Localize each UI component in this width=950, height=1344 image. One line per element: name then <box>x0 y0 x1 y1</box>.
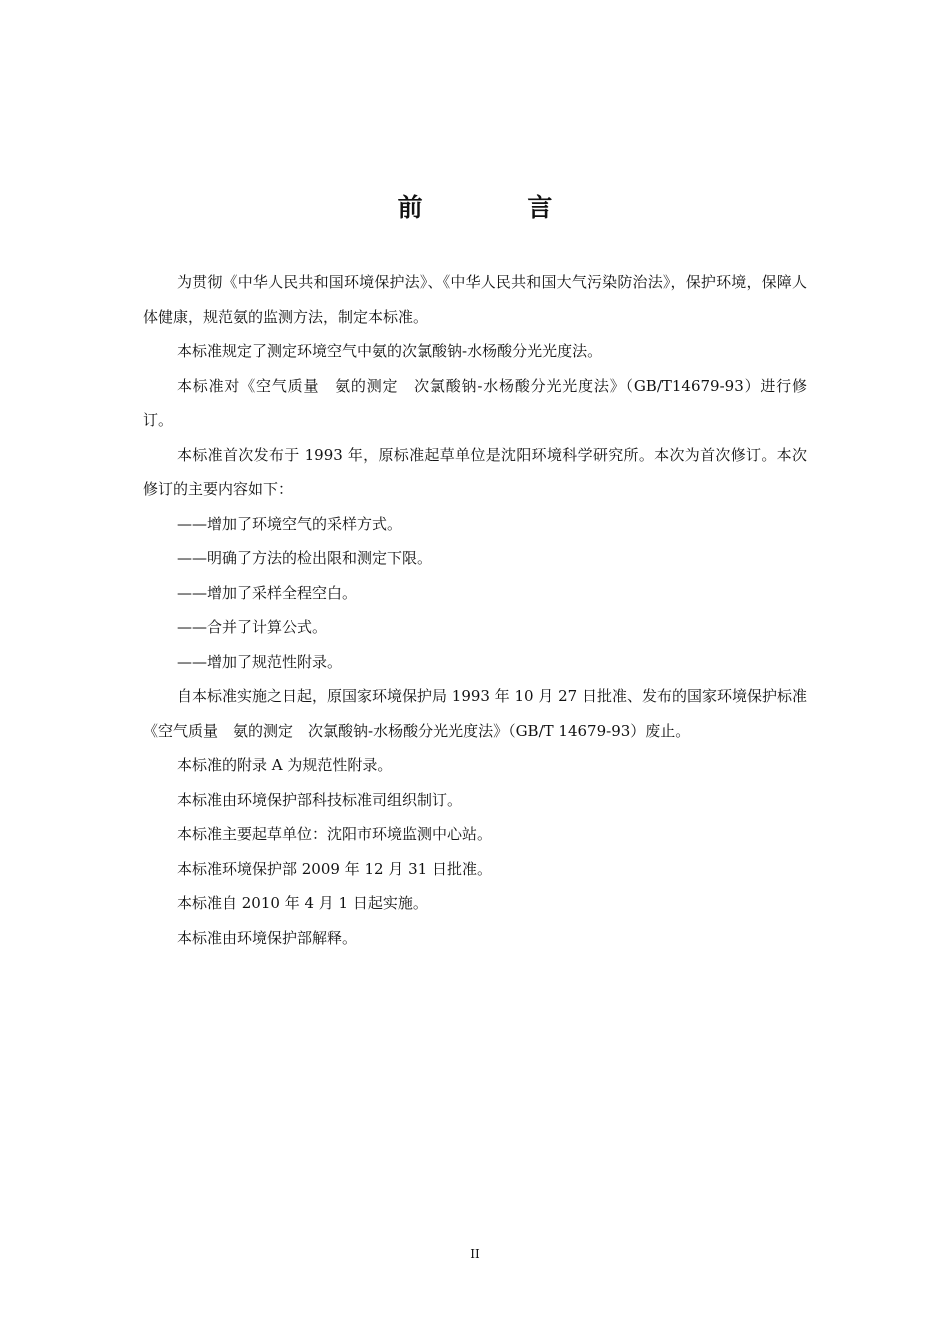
paragraph-scope: 本标准规定了测定环境空气中氨的次氯酸钠-水杨酸分光光度法。 <box>177 342 603 360</box>
list-item-change: ——增加了采样全程空白。 <box>177 583 358 602</box>
paragraph-organizer: 本标准由环境保护部科技标准司组织制订。 <box>177 790 463 809</box>
list-item-change: ——明确了方法的检出限和测定下限。 <box>177 549 433 567</box>
paragraph-history: 本标准首次发布于 1993 年，原标准起草单位是沈阳环境科学研究所。本次为首次修订。本次修订的主要内容如下： <box>143 445 807 498</box>
list-item-change: ——增加了环境空气的采样方式。 <box>177 514 403 533</box>
page-number: II <box>470 1247 480 1261</box>
list-item-change: ——合并了计算公式。 <box>177 618 328 636</box>
body-text <box>143 265 807 955</box>
page-title: 前 言 <box>397 193 601 222</box>
paragraph-abolish: 自本标准实施之日起，原国家环境保护局 1993 年 10 月 27 日批准、发布的国家环境保护标准《空气质量 氨的测定 次氯酸钠-水杨酸分光光度法》（GB/T 14679-93）废止。 <box>143 687 807 740</box>
paragraph-interpretation: 本标准由环境保护部解释。 <box>177 928 358 947</box>
paragraph-approval: 本标准环境保护部 2009 年 12 月 31 日批准。 <box>177 859 492 878</box>
paragraph-appendix: 本标准的附录 A 为规范性附录。 <box>177 756 393 774</box>
paragraph-drafter: 本标准主要起草单位：沈阳市环境监测中心站。 <box>177 825 493 843</box>
list-item-change: ——增加了规范性附录。 <box>177 652 343 671</box>
paragraph-purpose: 为贯彻《中华人民共和国环境保护法》、《中华人民共和国大气污染防治法》，保护环境，保障人体健康，规范氨的监测方法，制定本标准。 <box>143 273 807 326</box>
paragraph-revision: 本标准对《空气质量 氨的测定 次氯酸钠-水杨酸分光光度法》（GB/T14679-93）进行修订。 <box>143 376 807 429</box>
paragraph-effective: 本标准自 2010 年 4 月 1 日起实施。 <box>177 894 428 912</box>
